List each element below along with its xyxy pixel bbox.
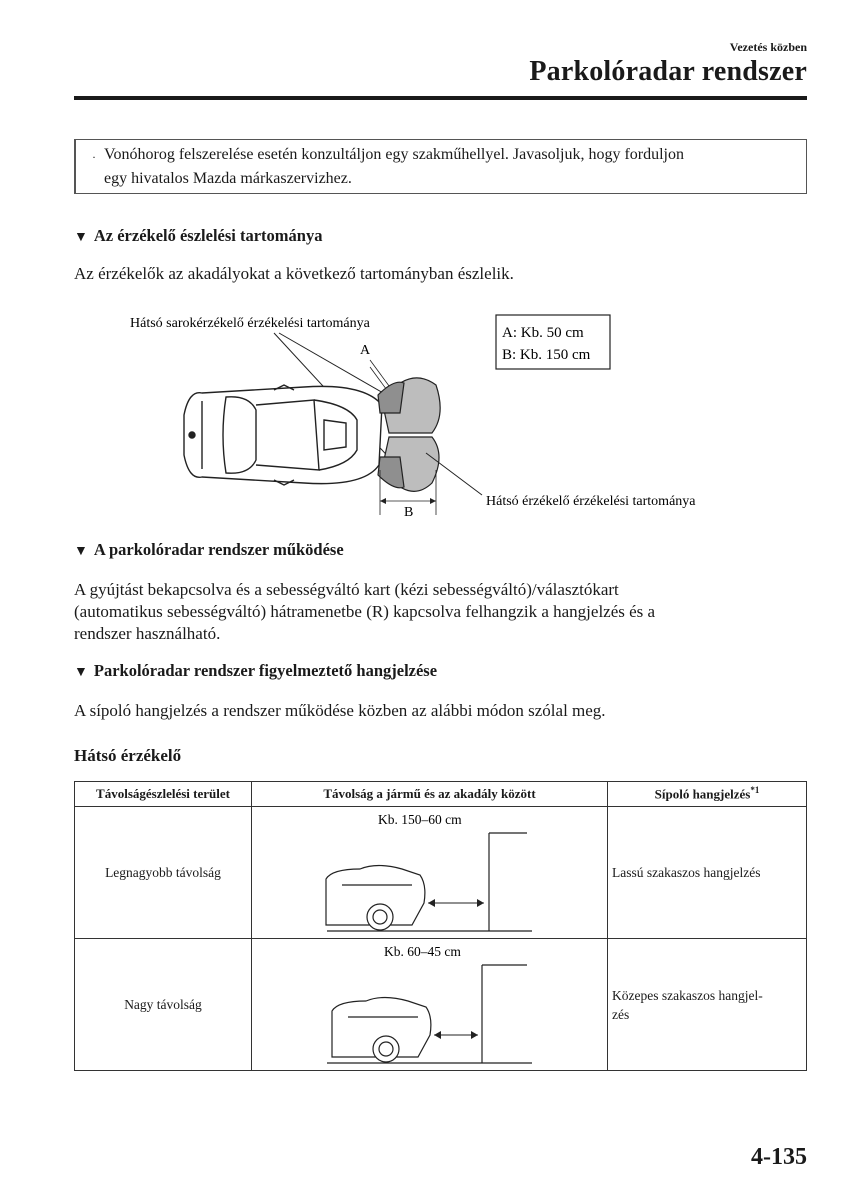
operation-text — [74, 579, 807, 645]
sensor-range-text: Az érzékelők az akadályokat a következő tartományban észlelik. — [74, 264, 514, 283]
col-header-area: Távolságészlelési terület — [75, 782, 252, 807]
table-header-row — [75, 782, 807, 807]
area-cell: Legnagyobb távolság — [75, 807, 252, 939]
distance-label: Kb. 60–45 cm — [384, 944, 461, 959]
note-line-1: Vonóhorog felszerelése esetén konzultáljon egy szakműhellyel. Javasoljuk, hogy forduljon — [104, 146, 684, 163]
car-obstacle-illustration — [252, 807, 607, 938]
table-row — [75, 939, 807, 1071]
a-mark: A — [360, 343, 371, 358]
triangle-marker-icon: ▼ — [74, 230, 88, 245]
b-mark: B — [404, 505, 414, 520]
operation-line-3: rendszer használható. — [74, 624, 221, 643]
area-cell: Nagy távolság — [75, 939, 252, 1071]
distance-label: Kb. 150–60 cm — [378, 812, 462, 827]
note-bullet: · — [92, 150, 96, 164]
page-number: 4-135 — [751, 1144, 807, 1170]
rear-range-label: Hátsó érzékelő érzékelési tartománya — [486, 494, 696, 509]
legend-a: A: Kb. 50 cm — [502, 325, 584, 341]
table-row — [75, 807, 807, 939]
heading-text: Az érzékelő észlelési tartománya — [93, 226, 323, 245]
page-title: Parkolóradar rendszer — [529, 56, 807, 87]
warning-beep-text: A sípoló hangjelzés a rendszer működése közben az alábbi módon szólal meg. — [74, 701, 606, 720]
distance-cell — [252, 807, 608, 939]
distance-cell — [252, 939, 608, 1071]
col-header-distance: Távolság a jármű és az akadály között — [252, 782, 608, 807]
section-heading-sensor-range — [74, 226, 322, 246]
sensor-range-diagram — [74, 305, 807, 525]
beep-table — [74, 781, 807, 1071]
car-side-icon — [332, 998, 431, 1063]
triangle-marker-icon: ▼ — [74, 544, 88, 559]
signal-cell: Lassú szakaszos hangjelzés — [608, 807, 807, 939]
section-heading-warning-beep — [74, 661, 437, 681]
note-text — [104, 143, 796, 191]
operation-line-2: (automatikus sebességváltó) hátramenetbe (R) kapcsolva felhangzik a hangjelzés és a — [74, 602, 656, 621]
section-label: Vezetés közben — [729, 40, 807, 54]
sensor-zones — [378, 378, 440, 491]
legend-b: B: Kb. 150 cm — [502, 347, 591, 363]
operation-line-1: A gyújtást bekapcsolva és a sebességváltó kart (kézi sebességváltó)/választókart — [74, 580, 619, 599]
car-obstacle-illustration — [252, 939, 607, 1070]
note-box — [74, 139, 807, 194]
car-top-view — [184, 385, 382, 485]
triangle-marker-icon: ▼ — [74, 665, 88, 680]
section-heading-operation — [74, 540, 344, 560]
rear-sensor-heading: Hátsó érzékelő — [74, 746, 182, 765]
heading-text: A parkolóradar rendszer működése — [93, 540, 344, 559]
title-rule — [74, 96, 807, 100]
signal-cell: Közepes szakaszos hangjel- zés — [608, 939, 807, 1071]
footnote-mark: *1 — [750, 785, 760, 796]
car-side-icon — [326, 866, 425, 931]
col-header-signal: Sípoló hangjelzés$^{*1}$ — [608, 782, 807, 807]
heading-text: Parkolóradar rendszer figyelmeztető hangjelzése — [93, 661, 438, 680]
note-line-2: egy hivatalos Mazda márkaszervizhez. — [104, 170, 352, 187]
corner-range-label: Hátsó sarokérzékelő érzékelési tartománya — [130, 316, 370, 331]
